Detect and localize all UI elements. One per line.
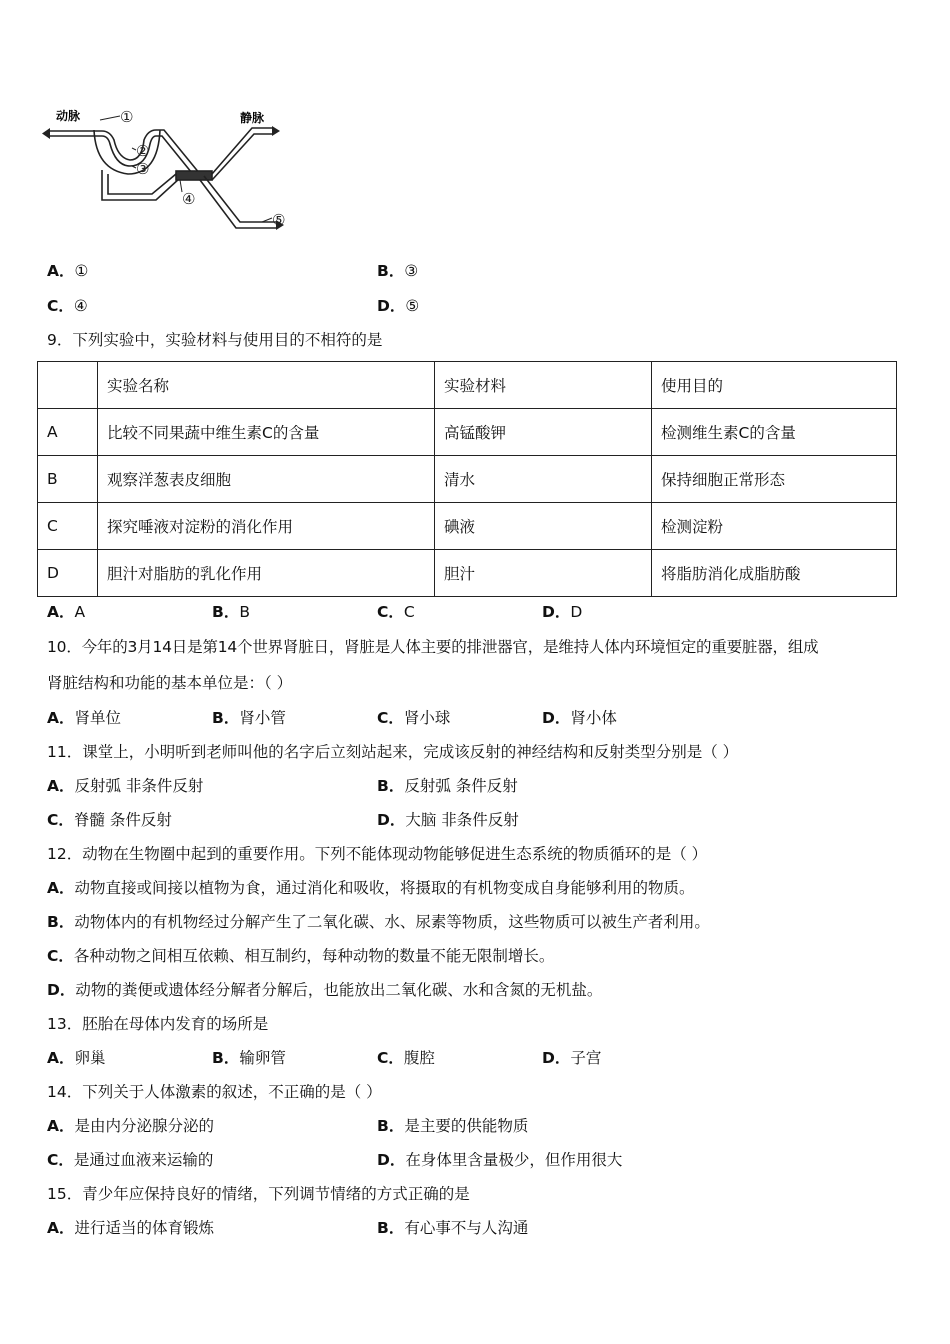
table-row — [38, 550, 897, 597]
q10-stem-line1: 10．今年的3月14日是第14个世界肾脏日，肾脏是人体主要的排泄器官，是维持人体内环境恒定的重要脏器，组成 — [47, 638, 819, 656]
option-text: 各种动物之间相互依赖、相互制约，每种动物的数量不能无限制增长。 — [73, 947, 555, 965]
table-cell: 比较不同果蔬中维生素C的含量 — [98, 409, 435, 456]
artery-label: 动脉 — [56, 109, 81, 123]
option-letter: A． — [47, 1117, 75, 1135]
option-letter: C． — [47, 297, 74, 315]
option-letter: A． — [47, 777, 75, 795]
option-text: 动物的粪便或遗体经分解者分解后，也能放出二氧化碳、水和含氮的无机盐。 — [75, 981, 603, 999]
option-text: 反射弧 条件反射 — [404, 777, 518, 795]
option-text: 大脑 非条件反射 — [405, 811, 519, 829]
q10-option-d[interactable] — [542, 708, 617, 728]
table-row — [38, 503, 897, 550]
q11-option-b[interactable] — [377, 776, 518, 796]
option-text: A — [74, 603, 86, 621]
table-cell: 将脂肪消化成脂肪酸 — [652, 550, 897, 597]
q12-option-a[interactable] — [47, 878, 695, 898]
q14-option-b[interactable] — [377, 1116, 528, 1136]
option-letter: D． — [542, 709, 571, 727]
option-text: 反射弧 非条件反射 — [74, 777, 204, 795]
table-cell: 实验材料 — [435, 362, 652, 409]
q12-option-c[interactable] — [47, 946, 554, 966]
option-letter: C． — [47, 811, 74, 829]
option-text: C — [403, 603, 415, 621]
q15-option-a[interactable] — [47, 1218, 214, 1238]
q9-stem: 9．下列实验中，实验材料与使用目的不相符的是 — [47, 331, 383, 349]
q14-option-a[interactable] — [47, 1116, 214, 1136]
q8-option-b[interactable] — [377, 261, 418, 281]
option-letter: D． — [377, 811, 406, 829]
option-letter: B． — [212, 1049, 240, 1067]
table-header-row — [38, 362, 897, 409]
q11-option-a[interactable] — [47, 776, 203, 796]
q15-stem: 15．青少年应保持良好的情绪，下列调节情绪的方式正确的是 — [47, 1185, 470, 1203]
q10-option-c[interactable] — [377, 708, 450, 728]
q8-option-c[interactable] — [47, 296, 88, 316]
option-text: 是由内分泌腺分泌的 — [74, 1117, 215, 1135]
option-letter: B． — [377, 262, 405, 280]
option-letter: A． — [47, 603, 75, 621]
option-letter: B． — [212, 709, 240, 727]
option-letter: D． — [377, 1151, 406, 1169]
option-letter: B． — [377, 1117, 405, 1135]
option-text: 有心事不与人沟通 — [404, 1219, 529, 1237]
option-text: 肾小球 — [403, 709, 451, 727]
q11-option-d[interactable] — [377, 810, 519, 830]
option-letter: D． — [377, 297, 406, 315]
table-cell: C — [38, 503, 98, 550]
option-text: 在身体里含量极少，但作用很大 — [405, 1151, 623, 1169]
q8-option-d[interactable] — [377, 296, 419, 316]
option-letter: B． — [377, 777, 405, 795]
option-letter: B． — [47, 913, 75, 931]
q13-option-c[interactable] — [377, 1048, 435, 1068]
q13-option-a[interactable] — [47, 1048, 106, 1068]
option-text: 动物体内的有机物经过分解产生了二氧化碳、水、尿素等物质，这些物质可以被生产者利用。 — [74, 913, 710, 931]
q14-option-d[interactable] — [377, 1150, 622, 1170]
option-letter: D． — [47, 981, 76, 999]
q15-option-b[interactable] — [377, 1218, 528, 1238]
table-cell: 清水 — [435, 456, 652, 503]
q13-option-b[interactable] — [212, 1048, 286, 1068]
option-text: 肾单位 — [74, 709, 122, 727]
marker-4: ④ — [182, 190, 196, 208]
table-cell: 胆汁对脂肪的乳化作用 — [98, 550, 435, 597]
table-cell: B — [38, 456, 98, 503]
q13-stem: 13．胚胎在母体内发育的场所是 — [47, 1015, 269, 1033]
table-cell: 保持细胞正常形态 — [652, 456, 897, 503]
table-cell: 碘液 — [435, 503, 652, 550]
nephron-diagram — [40, 100, 300, 240]
table-cell: 检测维生素C的含量 — [652, 409, 897, 456]
q14-stem: 14．下列关于人体激素的叙述，不正确的是（ ） — [47, 1083, 382, 1101]
option-text: 输卵管 — [239, 1049, 286, 1067]
option-text: 肾小体 — [570, 709, 617, 727]
option-text: D — [570, 603, 583, 621]
option-text: 进行适当的体育锻炼 — [74, 1219, 215, 1237]
option-text: 子宫 — [570, 1049, 602, 1067]
table-row — [38, 409, 897, 456]
table-cell: 胆汁 — [435, 550, 652, 597]
marker-5: ⑤ — [272, 211, 286, 229]
table-cell — [38, 362, 98, 409]
option-text: 肾小管 — [239, 709, 286, 727]
option-letter: C． — [377, 1049, 404, 1067]
option-letter: C． — [377, 709, 404, 727]
option-text: ① — [74, 262, 89, 280]
q9-option-a[interactable] — [47, 602, 85, 622]
q14-option-c[interactable] — [47, 1150, 213, 1170]
option-letter: C． — [47, 1151, 74, 1169]
q8-option-a[interactable] — [47, 261, 88, 281]
q10-option-b[interactable] — [212, 708, 286, 728]
q9-option-d[interactable] — [542, 602, 582, 622]
table-cell: 检测淀粉 — [652, 503, 897, 550]
q11-option-c[interactable] — [47, 810, 172, 830]
q12-option-d[interactable] — [47, 980, 602, 1000]
option-text: 腹腔 — [403, 1049, 435, 1067]
table-cell: 使用目的 — [652, 362, 897, 409]
q12-stem: 12．动物在生物圈中起到的重要作用。下列不能体现动物能够促进生态系统的物质循环的是（ ） — [47, 845, 708, 863]
table-cell: A — [38, 409, 98, 456]
option-text: ④ — [73, 297, 88, 315]
option-text: 是通过血液来运输的 — [73, 1151, 214, 1169]
option-letter: C． — [377, 603, 404, 621]
option-letter: B． — [212, 603, 240, 621]
q9-table — [37, 361, 897, 597]
table-cell: 高锰酸钾 — [435, 409, 652, 456]
option-text: 是主要的供能物质 — [404, 1117, 529, 1135]
option-letter: A． — [47, 879, 75, 897]
option-letter: A． — [47, 709, 75, 727]
table-cell: 实验名称 — [98, 362, 435, 409]
q11-stem: 11．课堂上，小明听到老师叫他的名字后立刻站起来，完成该反射的神经结构和反射类型分别是（ ） — [47, 743, 739, 761]
option-letter: D． — [542, 603, 571, 621]
marker-3: ③ — [136, 160, 150, 178]
option-text: 脊髓 条件反射 — [73, 811, 172, 829]
option-letter: A． — [47, 1049, 75, 1067]
q10-option-a[interactable] — [47, 708, 121, 728]
marker-2: ② — [136, 142, 150, 160]
table-cell: 探究唾液对淀粉的消化作用 — [98, 503, 435, 550]
option-text: 卵巢 — [74, 1049, 106, 1067]
q13-option-d[interactable] — [542, 1048, 601, 1068]
option-letter: B． — [377, 1219, 405, 1237]
q12-option-b[interactable] — [47, 912, 710, 932]
option-letter: A． — [47, 1219, 75, 1237]
option-text: B — [239, 603, 250, 621]
option-letter: C． — [47, 947, 74, 965]
option-text: ⑤ — [405, 297, 420, 315]
table-cell: D — [38, 550, 98, 597]
q10-stem-line2: 肾脏结构和功能的基本单位是：（ ） — [47, 674, 293, 692]
table-cell: 观察洋葱表皮细胞 — [98, 456, 435, 503]
option-text: ③ — [404, 262, 419, 280]
option-letter: D． — [542, 1049, 571, 1067]
option-text: 动物直接或间接以植物为食，通过消化和吸收，将摄取的有机物变成自身能够利用的物质。 — [74, 879, 695, 897]
q9-option-c[interactable] — [377, 602, 415, 622]
option-letter: A． — [47, 262, 75, 280]
table-row — [38, 456, 897, 503]
vein-label: 静脉 — [240, 111, 265, 125]
marker-1: ① — [120, 108, 134, 126]
q9-option-b[interactable] — [212, 602, 250, 622]
